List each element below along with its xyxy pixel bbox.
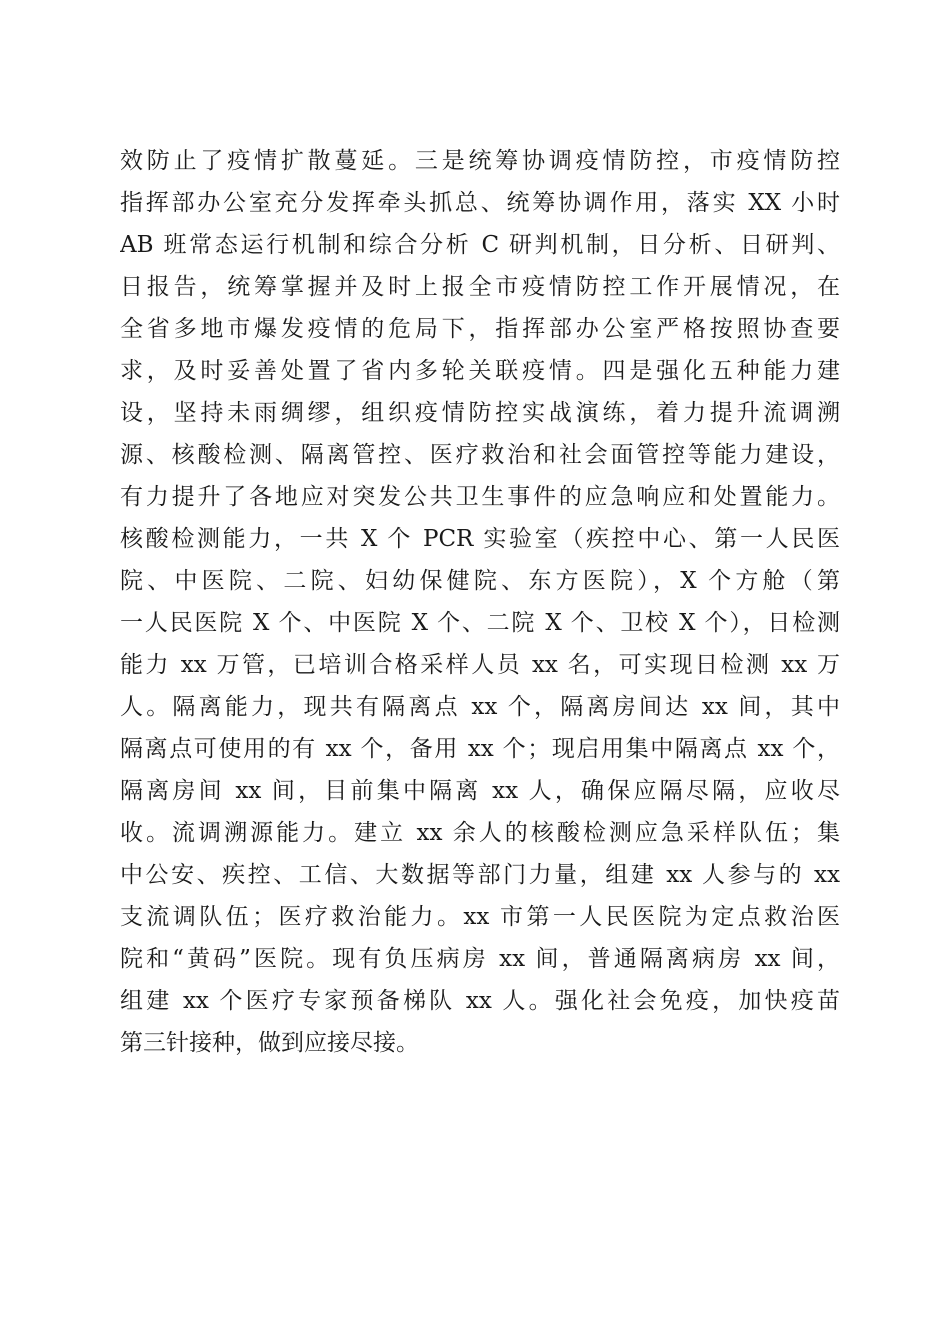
- text-line: 有力提升了各地应对突发公共卫生事件的应急响应和处置能力。: [120, 484, 840, 510]
- text-line: 日报告，统筹掌握并及时上报全市疫情防控工作开展情况，在: [120, 274, 840, 300]
- text-line: AB 班常态运行机制和综合分析 C 研判机制，日分析、日研判、: [120, 232, 840, 258]
- text-line: 院、中医院、二院、妇幼保健院、东方医院），X 个方舱（第: [120, 568, 840, 594]
- text-line: 人。隔离能力，现共有隔离点 xx 个，隔离房间达 xx 间，其中: [120, 694, 840, 720]
- text-line: 中公安、疾控、工信、大数据等部门力量，组建 xx 人参与的 xx: [120, 862, 840, 888]
- text-line: 能力 xx 万管，已培训合格采样人员 xx 名，可实现日检测 xx 万: [120, 652, 840, 678]
- text-line: 第三针接种，做到应接尽接。: [120, 1030, 419, 1056]
- text-line: 指挥部办公室充分发挥牵头抓总、统筹协调作用，落实 XX 小时: [120, 190, 840, 216]
- text-line: 隔离点可使用的有 xx 个，备用 xx 个；现启用集中隔离点 xx 个，: [120, 736, 840, 762]
- body-paragraph: [120, 140, 840, 1064]
- text-line: 核酸检测能力，一共 X 个 PCR 实验室（疾控中心、第一人民医: [120, 526, 840, 552]
- text-line: 效防止了疫情扩散蔓延。三是统筹协调疫情防控，市疫情防控: [120, 148, 840, 174]
- text-line: 全省多地市爆发疫情的危局下，指挥部办公室严格按照协查要: [120, 316, 840, 342]
- text-line: 支流调队伍；医疗救治能力。xx 市第一人民医院为定点救治医: [120, 904, 840, 930]
- text-line: 收。流调溯源能力。建立 xx 余人的核酸检测应急采样队伍；集: [120, 820, 840, 846]
- text-line: 院和“黄码”医院。现有负压病房 xx 间，普通隔离病房 xx 间，: [120, 946, 840, 972]
- text-line: 求，及时妥善处置了省内多轮关联疫情。四是强化五种能力建: [120, 358, 840, 384]
- text-line: 隔离房间 xx 间，目前集中隔离 xx 人，确保应隔尽隔，应收尽: [120, 778, 840, 804]
- text-line: 组建 xx 个医疗专家预备梯队 xx 人。强化社会免疫，加快疫苗: [120, 988, 840, 1014]
- text-line: 设，坚持未雨绸缪，组织疫情防控实战演练，着力提升流调溯: [120, 400, 840, 426]
- text-line: 源、核酸检测、隔离管控、医疗救治和社会面管控等能力建设，: [120, 442, 840, 468]
- text-line: 一人民医院 X 个、中医院 X 个、二院 X 个、卫校 X 个），日检测: [120, 610, 840, 636]
